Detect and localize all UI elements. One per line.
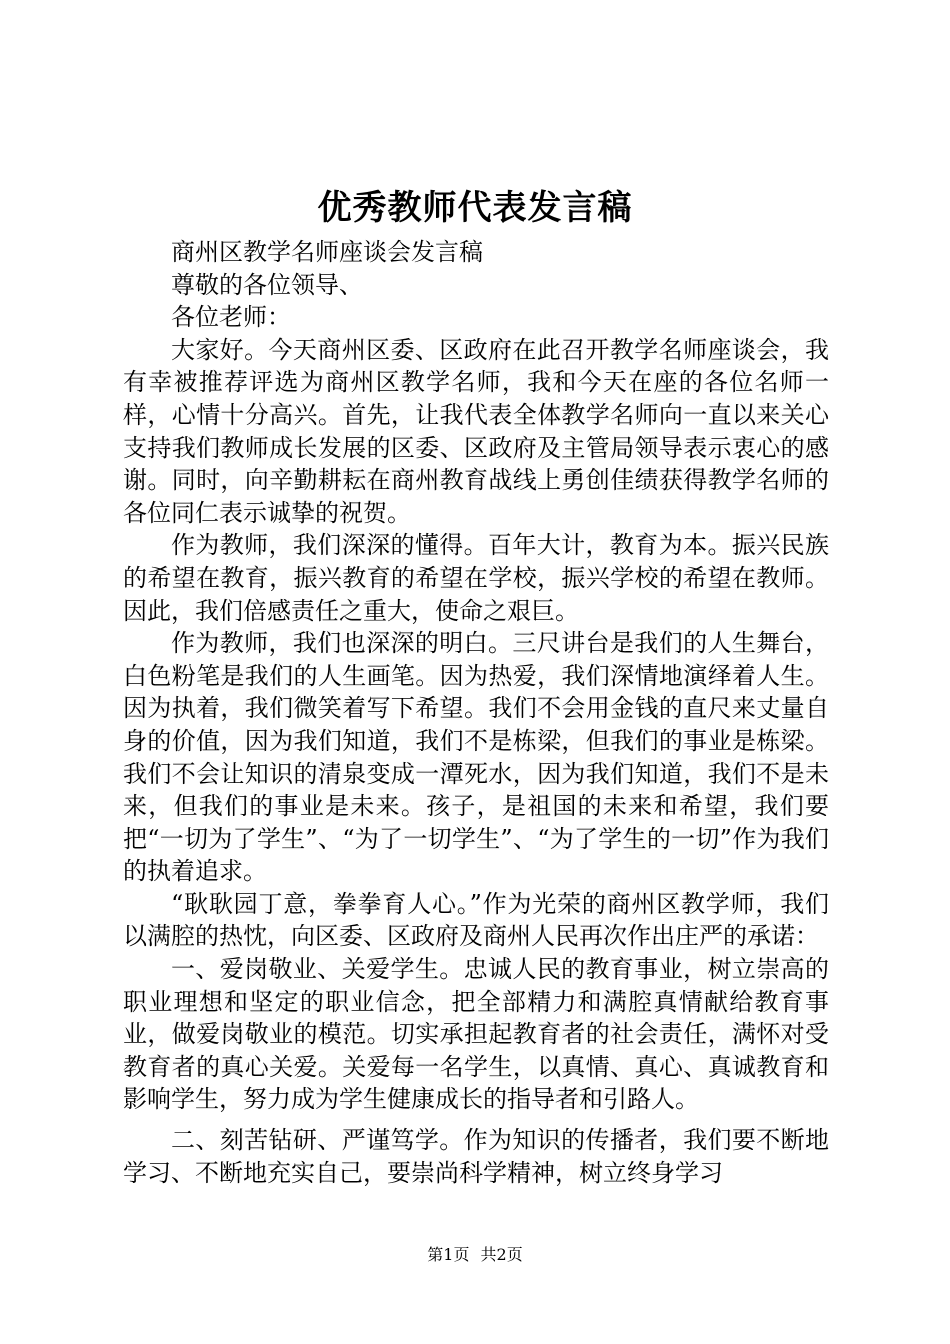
paragraph-understanding: 作为教师，我们深深的懂得。百年大计，教育为本。振兴民族的希望在教育，振兴教育的希望在学校，振兴学校的希望在教师。因此，我们倍感责任之重大，使命之艰巨。 [123, 531, 829, 625]
paragraph-promise-1: 一、爱岗敬业、关爱学生。忠诚人民的教育事业，树立崇高的职业理想和坚定的职业信念，把全部精力和满腔真情献给教育事业，做爱岗敬业的模范。切实承担起教育者的社会责任，满怀对受教育者的真心关爱。关爱每一名学生，以真情、真心、真诚教育和影响学生，努力成为学生健康成长的指导者和引路人。 [123, 955, 829, 1114]
document-body [123, 236, 829, 1189]
page-footer [0, 1245, 950, 1265]
paragraph-promise-intro: “耿耿园丁意，拳拳育人心。”作为光荣的商州区教学师，我们以满腔的热忱，向区委、区政府及商州人民再次作出庄严的承诺： [123, 889, 829, 951]
document-title: 优秀教师代表发言稿 [317, 188, 633, 228]
paragraph-greeting: 大家好。今天商州区委、区政府在此召开教学名师座谈会，我有幸被推荐评选为商州区教学名师，我和今天在座的各位名师一样，心情十分高兴。首先，让我代表全体教学名师向一直以来关心支持我们教师成长发展的区委、区政府及主管局领导表示衷心的感谢。同时，向辛勤耕耘在商州教育战线上勇创佳绩获得教学名师的各位同仁表示诚挚的祝贺。 [123, 335, 829, 527]
paragraph-salutation-2: 各位老师： [171, 303, 291, 332]
paragraph-salutation-1: 尊敬的各位领导、 [171, 270, 363, 299]
paragraph-promise-2: 二、刻苦钻研、严谨笃学。作为知识的传播者，我们要不断地学习、不断地充实自己，要崇尚科学精神，树立终身学习 [123, 1126, 829, 1187]
page-number: 第1页 [427, 1245, 470, 1264]
paragraph-subtitle: 商州区教学名师座谈会发言稿 [171, 238, 483, 266]
page-total: 共2页 [480, 1245, 523, 1264]
paragraph-teaching-stage: 作为教师，我们也深深的明白。三尺讲台是我们的人生舞台，白色粉笔是我们的人生画笔。因为热爱，我们深情地演绎着人生。因为执着，我们微笑着写下希望。我们不会用金钱的直尺来丈量自身的价值，因为我们知道，我们不是栋梁，但我们的事业是栋梁。我们不会让知识的清泉变成一潭死水，因为我们知道，我们不是未来，但我们的事业是未来。孩子，是祖国的未来和希望，我们要把“一切为了学生”、“为了一切学生”、“为了学生的一切”作为我们的执着追求。 [123, 629, 829, 886]
